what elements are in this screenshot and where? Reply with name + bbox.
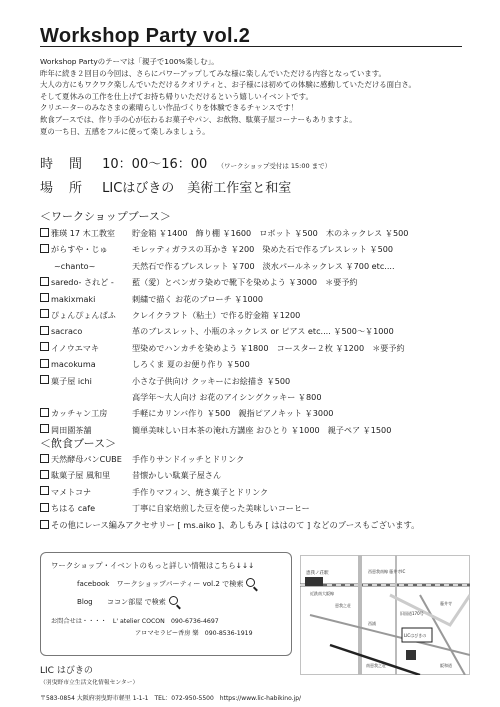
- checkbox-icon: [40, 228, 49, 237]
- contact-line: お問合せは・・・・ L' atelier COCON 090-6736-4697: [51, 618, 219, 625]
- food-list: [40, 451, 480, 517]
- list-item: [40, 258, 480, 274]
- intro-line: Workshop Partyのテーマは「親子で100%楽しむ」。: [40, 57, 219, 66]
- map-label: 恵我ノ荘駅: [306, 571, 329, 576]
- booth-name-text: ~chanto~: [54, 260, 96, 271]
- intro-line: 夏の一ち日、五感をフルに使って楽しみましょう。: [40, 126, 210, 136]
- booth-name: [40, 291, 95, 307]
- booth-description: 手作りサンドイッチとドリンク: [132, 454, 245, 464]
- booth-name: [40, 405, 107, 421]
- map-label: 西恵我南線 藤井寺IC: [368, 569, 406, 574]
- booth-name-text: 駄菓子屋 風和里: [51, 470, 111, 481]
- page-title: Workshop Party vol.2: [40, 25, 251, 47]
- booth-description: 天然石で作るブレスレット ￥700 淡水パールネックレス ￥700 etc....: [132, 260, 395, 271]
- checkbox-icon: [40, 293, 49, 302]
- info-headline: ワークショップ・イベントのもっと詳しい情報はこちら↓↓↓: [51, 561, 255, 570]
- booth-name-text: saredo- されど -: [51, 277, 114, 288]
- list-item: [40, 225, 480, 241]
- venue-subtitle: （羽曳野市立生活文化情報センター）: [40, 680, 139, 686]
- checkbox-icon: [40, 408, 49, 417]
- checkbox-icon: [40, 470, 49, 479]
- checkbox-icon: [40, 359, 49, 368]
- booth-description: 小さな子供向け クッキーにお絵描き ￥500: [132, 375, 291, 386]
- booth-name-text: ちはる cafe: [51, 503, 96, 514]
- map-label: 西浦: [368, 621, 376, 626]
- info-box: [40, 552, 292, 656]
- list-item: [40, 340, 480, 356]
- booth-name: [40, 484, 91, 500]
- booth-name-text: カッチャン工房: [51, 408, 108, 419]
- booth-name-text: makixmaki: [51, 293, 96, 304]
- checkbox-icon: [40, 277, 49, 286]
- map-label: LICはびきの: [404, 633, 427, 638]
- intro-line: 飲食ブースでは、作り手の心が伝わるお菓子やパン、お飲物、駄菓子屋コーナーもありますよ。: [40, 114, 357, 124]
- list-item: [40, 241, 480, 257]
- map-label: 藤井寺: [440, 601, 452, 606]
- map-label: 南恵我之荘: [366, 663, 386, 668]
- title-divider: [40, 46, 462, 47]
- map-label: 恵我之荘: [335, 603, 351, 608]
- map-label: 近鉄南大阪線: [310, 591, 334, 596]
- time-row: [40, 153, 331, 172]
- contact-line: アロマセラピー香房 樂 090-8536-1919: [135, 630, 253, 637]
- time-note: （ワークショップ受付は 15:00 まで）: [217, 162, 332, 170]
- list-item: [40, 373, 480, 389]
- booth-name-text: sacraco: [51, 326, 83, 337]
- booth-description: 丁寧に自家焙煎した豆を使った美味しいコーヒー: [132, 503, 310, 514]
- checkbox-icon: [40, 326, 49, 335]
- booth-description: 型染めでハンカチを染めよう ￥1800 コースター２枚 ￥1200 ＊要予約: [132, 342, 405, 353]
- list-item: [40, 467, 480, 483]
- booth-name: [40, 500, 95, 516]
- booth-name: [40, 323, 82, 339]
- intro-line: 昨年に続き２回目の今回は、さらにパワーアップしてみな様に楽しんでいただける内容となっています。: [40, 68, 386, 78]
- checkbox-icon: [40, 520, 49, 529]
- booth-name: [40, 356, 96, 372]
- map-graphic: [300, 555, 470, 675]
- map-label: 阪和道: [440, 663, 452, 668]
- checkbox-icon: [40, 342, 49, 351]
- booth-description: 刺繍で描く お花のブローチ ￥1000: [132, 293, 263, 304]
- checkbox-icon: [40, 424, 49, 433]
- venue-address: 〒583-0854 大阪府羽曳野市軽里 1-1-1 TEL：072-950-5500 https://www.lic-habikino.jp/: [40, 695, 302, 702]
- list-item: [40, 274, 480, 290]
- list-item: [40, 307, 480, 323]
- booth-name: [40, 307, 116, 323]
- checkbox-icon: [40, 244, 49, 253]
- venue-name: LIC はびきの: [40, 666, 93, 676]
- other-booths-text: その他にレース編みアクセサリー [ ms.aiko ]、あしもみ [ ははのて ] などのブースもございます。: [51, 520, 420, 530]
- booth-name: [54, 258, 95, 274]
- blog-text: Blog ココン部屋 で検索: [77, 597, 166, 606]
- booth-description: 藍（愛）とベンガラ染めで靴下を染めよう ￥3000 ＊要予約: [132, 277, 358, 288]
- booth-name: [40, 340, 99, 356]
- list-item: [40, 500, 480, 516]
- booth-description: 手作りマフィン、焼き菓子とドリンク: [132, 486, 269, 497]
- intro-line: クリエーターのみなさまの素晴らしい作品づくりを体験できるチャンスです！: [40, 103, 299, 113]
- booth-name: [40, 451, 122, 467]
- booth-name-text: ぴょんぴょんぱふ: [51, 309, 116, 320]
- search-icon: [169, 596, 178, 605]
- booth-name: [40, 241, 108, 257]
- checkbox-icon: [40, 486, 49, 495]
- booth-description: 貯金箱 ￥1400 飾り棚 ￥1600 ロボット ￥500 木のネックレス ￥500: [132, 228, 409, 238]
- workshop-heading: ＜ワークショップブース＞: [40, 210, 171, 223]
- time-label: 時間: [40, 157, 99, 172]
- booth-name-text: がらすや・じゅ: [51, 244, 108, 255]
- map-label: 旧国道170号: [400, 611, 424, 616]
- time-value: 10：00～16：00: [102, 157, 208, 172]
- intro-text: [40, 56, 470, 137]
- place-value: LICはびきの 美術工作室と和室: [102, 181, 292, 196]
- booth-description: モレッティガラスの耳かき ￥200 染めた石で作るブレスレット ￥500: [132, 244, 394, 255]
- booth-description: 革のブレスレット、小瓶のネックレス or ピアス etc.... ￥500～￥1000: [132, 326, 394, 337]
- list-item: [40, 405, 480, 421]
- other-booths: [40, 519, 419, 531]
- list-item: [40, 323, 480, 339]
- intro-line: 大人の方にもワクワク楽しんでいただけるクオリティと、お子様には初めての体験に感動していただける面白さ。: [40, 80, 416, 90]
- contact-info: [51, 616, 253, 640]
- list-item: [40, 451, 480, 467]
- place-label: 場所: [40, 181, 99, 196]
- facebook-text: facebook ワークショップパーティー vol.2 で検索: [77, 579, 244, 588]
- booth-name-text: 雅瑛 17 木工教室: [51, 228, 116, 238]
- booth-name-text: macokuma: [51, 359, 96, 370]
- checkbox-icon: [40, 309, 49, 318]
- workshop-list: [40, 225, 480, 438]
- booth-description: しろくま 夏のお便り作り ￥500: [132, 359, 250, 370]
- booth-description: 手軽にカリンバ作り ￥500 親指ピアノキット ￥3000: [132, 408, 334, 419]
- booth-name-text: 菓子屋 ichi: [51, 375, 92, 386]
- booth-name: [40, 225, 115, 241]
- booth-name: [40, 274, 114, 290]
- access-map: [300, 555, 470, 675]
- booth-name-text: イノウエマキ: [51, 342, 100, 353]
- booth-description: 簡単美味しい日本茶の淹れ方講座 おひとり ￥1000 親子ペア ￥1500: [132, 424, 392, 435]
- booth-name: [40, 467, 110, 483]
- booth-name-text: マメトコナ: [51, 486, 92, 497]
- checkbox-icon: [40, 454, 49, 463]
- list-item: [40, 389, 480, 405]
- booth-description: 昔懐かしい駄菓子屋さん: [132, 470, 222, 481]
- booth-description: クレイクラフト（粘土）で作る貯金箱 ￥1200: [132, 309, 301, 320]
- booth-name: [40, 373, 92, 389]
- list-item: [40, 484, 480, 500]
- place-row: [40, 177, 291, 196]
- food-heading: ＜飲食ブース＞: [40, 437, 117, 450]
- blog-line[interactable]: [77, 596, 178, 607]
- booth-description: 高学年～大人向け お花のアイシングクッキー ￥800: [132, 391, 322, 402]
- facebook-line[interactable]: [77, 578, 255, 589]
- search-icon: [246, 578, 255, 587]
- booth-name-text: 岡田園茶舗: [51, 424, 92, 435]
- list-item: [40, 356, 480, 372]
- intro-line: そして夏休みの工作を仕上げてお持ち帰りいただけるという嬉しいイベントです。: [40, 91, 313, 101]
- checkbox-icon: [40, 503, 49, 512]
- list-item: [40, 291, 480, 307]
- checkbox-icon: [40, 375, 49, 384]
- booth-name-text: 天然酵母パンCUBE: [51, 454, 122, 464]
